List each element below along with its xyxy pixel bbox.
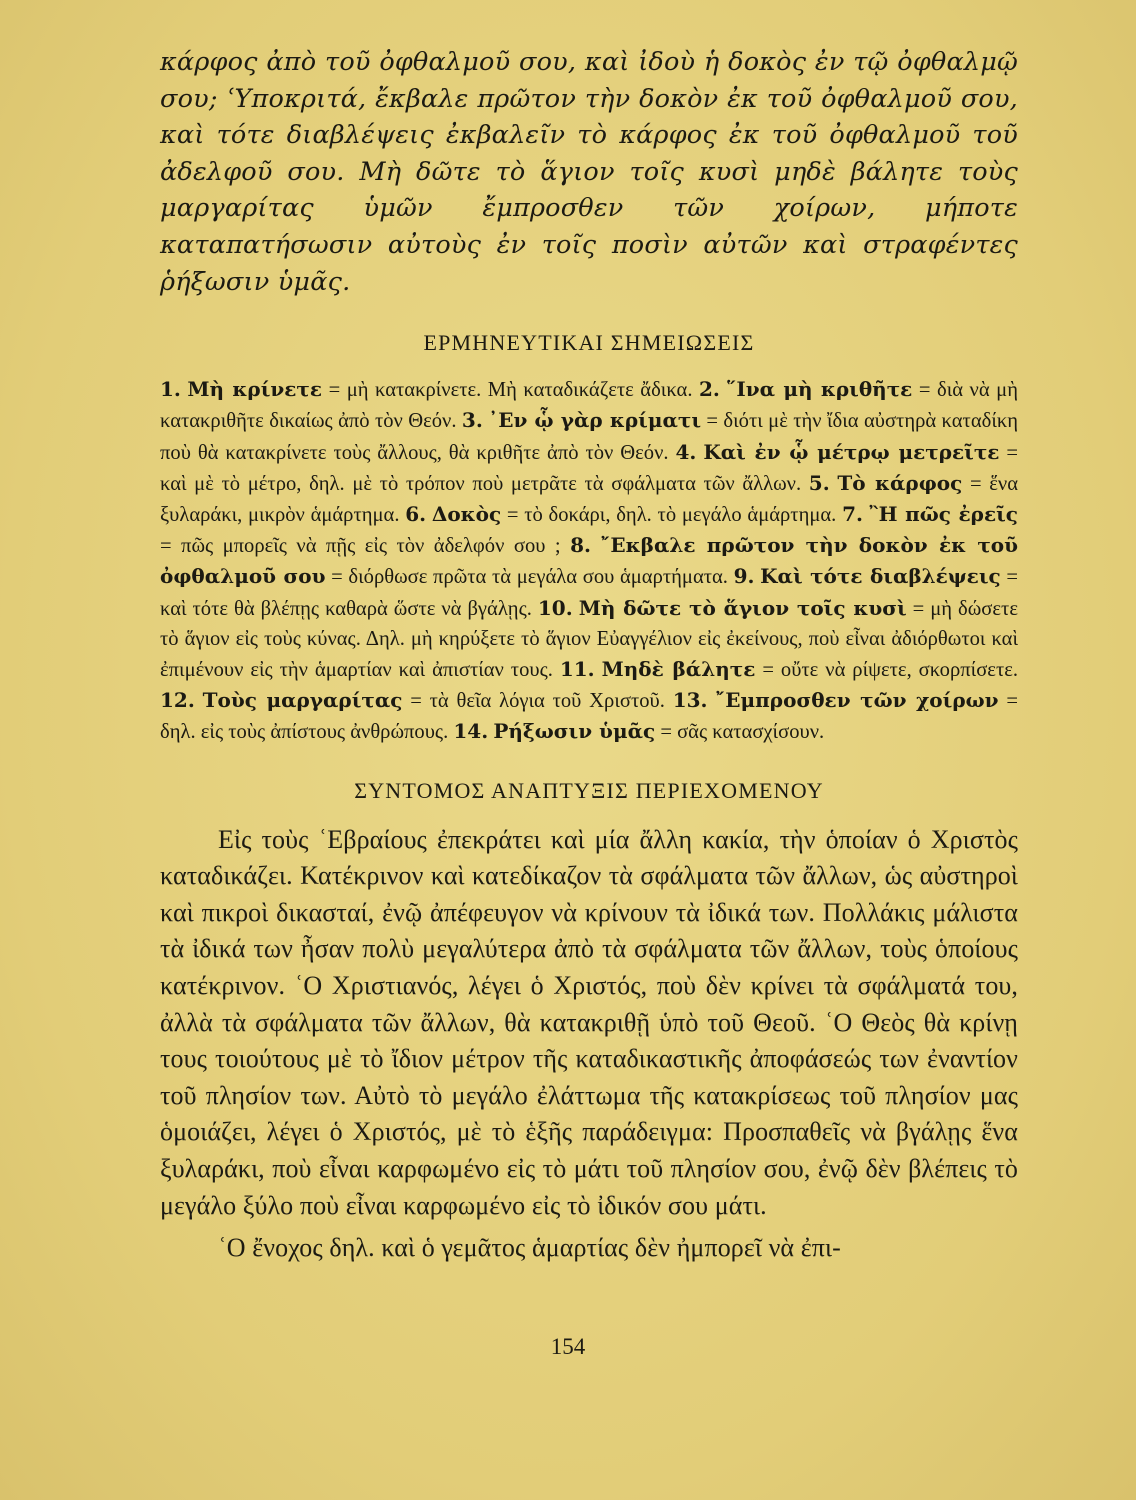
note-item: 8. ῎Εκβαλε πρῶτον τὴν δοκὸν ἐκ τοῦ ὀφθαλμοῦ σου = διόρθωσε πρῶτα τὰ μεγάλα σου ἁμαρτήματα. [160,533,1019,589]
note-item: 13. ῎Εμπροσθεν τῶν χοίρων = δηλ. εἰς τοὺς ἀπίστους ἀνθρώπους. [160,688,1018,744]
note-item: 2. ῞Ινα μὴ κριθῆτε = διὰ νὰ μὴ κατακριθῆτε δικαίως ἀπὸ τὸν Θεόν. [160,377,1018,433]
note-item: 4. Καὶ ἐν ᾧ μέτρῳ μετρεῖτε = καὶ μὲ τὸ μέτρο, δηλ. μὲ τὸ τρόπον ποὺ μετρᾶτε τὰ σφάλματα τῶν ἄλλων. [160,439,1019,495]
note-item: 9. Καὶ τότε διαβλέψεις = καὶ τότε θὰ βλέπῃς καθαρὰ ὥστε νὰ βγάλῃς. [160,564,1018,620]
note-item: 3. ᾿Εν ᾧ γὰρ κρίματι = διότι μὲ τὴν ἴδια αὐστηρὰ καταδίκη ποὺ θὰ κατακρίνετε τοὺς ἄλλους, θὰ κριθῆτε ἀπὸ τὸν Θεόν. [160,408,1019,464]
note-item: 14. Ρήξωσιν ὑμᾶς = σᾶς κατασχίσουν. [453,719,825,744]
section-heading-notes: ΕΡΜΗΝΕΥΤΙΚΑΙ ΣΗΜΕΙΩΣΕΙΣ [423,330,755,356]
section-heading-summary: ΣΥΝΤΟΜΟΣ ΑΝΑΠΤΥΞΙΣ ΠΕΡΙΕΧΟΜΕΝΟΥ [354,777,824,803]
note-item: 5. Τὸ κάρφος = ἕνα ξυλαράκι, μικρὸν ἁμάρτημα. [160,470,1018,526]
note-item: 11. Μηδὲ βάλητε = οὔτε νὰ ρίψετε, σκορπίσετε. [559,656,1019,681]
gospel-passage: κάρφος ἀπὸ τοῦ ὀφθαλμοῦ σου, καὶ ἰδοὺ ἡ δοκὸς ἐν τῷ ὀφθαλμῷ σου; ʿΥποκριτά, ἔκβαλε πρῶτον τὴν δοκὸν ἐκ τοῦ ὀφθαλμοῦ σου, καὶ τότε διαβλέψεις ἐκβαλεῖν τὸ κάρφος ἐκ τοῦ ὀφθαλμοῦ τοῦ ἀδελφοῦ σου. Μὴ δῶτε τὸ ἅγιον τοῖς κυσὶ μηδὲ βάλητε τοὺς μαργαρίτας ὑμῶν ἔμπροσθεν τῶν χοίρων, μήποτε καταπατήσωσιν αὐτοὺς ἐν τοῖς ποσὶν αὐτῶν καὶ στραφέντες ῥήξωσιν ὑμᾶς. [160,47,1018,297]
note-item: 7. ῍Η πῶς ἐρεῖς = πῶς μπορεῖς νὰ πῇς εἰς τὸν ἀδελφόν σου ; [160,501,1018,558]
note-item: 10. Μὴ δῶτε τὸ ἅγιον τοῖς κυσὶ = μὴ δώσετε τὸ ἅγιον εἰς τοὺς κύνας. Δηλ. μὴ κηρύξετε τὸ ἅγιον Εὐαγγέλιον εἰς ἐκείνους, ποὺ εἶναι ἀδιόρθωτοι καὶ ἐπιμένουν εἰς τὴν ἁμαρτίαν καὶ ἀπιστίαν τους. [160,595,1018,681]
notes-paragraph [160,374,1018,747]
note-item: 1. Μὴ κρίνετε = μὴ κατακρίνετε. Μὴ καταδικάζετε ἄδικα. [160,377,693,402]
note-item: 6. Δοκὸς = τὸ δοκάρι, δηλ. τὸ μεγάλο ἁμάρτημα. [405,501,837,526]
body-paragraph-1: Εἰς τοὺς ʿΕβραίους ἐπεκράτει καὶ μία ἄλλη κακία, τὴν ὁποίαν ὁ Χριστὸς καταδικάζει. Κατέκρινον καὶ κατεδίκαζον τὰ σφάλματα τῶν ἄλλων, ὡς αὐστηροὶ καὶ πικροὶ δικασταί, ἐνῷ ἀπέφευγον νὰ κρίνουν τὰ ἰδικά των. Πολλάκις μάλιστα τὰ ἰδικά των ἦσαν πολὺ μεγαλύτερα ἀπὸ τὰ σφάλματα τῶν ἄλλων, τοὺς ὁποίους κατέκρινον. ʿΟ Χριστιανός, λέγει ὁ Χριστός, ποὺ δὲν κρίνει τὰ σφάλματά του, ἀλλὰ τὰ σφάλματα τῶν ἄλλων, θὰ κατακριθῇ ὑπὸ τοῦ Θεοῦ. ʿΟ Θεὸς θὰ κρίνῃ τους τοιούτους μὲ τὸ ἴδιον μέτρον τῆς καταδικαστικῆς ἀποφάσεώς των ἐναντίον τοῦ πλησίον των. Αὐτὸ τὸ μεγάλο ἐλάττωμα τῆς κατακρίσεως τοῦ πλησίον μας ὁμοιάζει, λέγει ὁ Χριστός, μὲ τὸ ἑξῆς παράδειγμα: Προσπαθεῖς νὰ βγάλῃς ἕνα ξυλαράκι, ποὺ εἶναι καρφωμένο εἰς τὸ μάτι τοῦ πλησίον σου, ἐνῷ δὲν βλέπεις τὸ μεγάλο ξύλο ποὺ εἶναι καρφωμένο εἰς τὸ ἰδικόν σου μάτι. [160,824,1018,1220]
body-paragraph-2: ʿΟ ἔνοχος δηλ. καὶ ὁ γεμᾶτος ἁμαρτίας δὲν ἠμπορεῖ νὰ ἐπι- [218,1233,841,1263]
page-number: 154 [550,1334,586,1359]
note-item: 12. Τοὺς μαργαρίτας = τὰ θεῖα λόγια τοῦ Χριστοῦ. [160,688,665,713]
